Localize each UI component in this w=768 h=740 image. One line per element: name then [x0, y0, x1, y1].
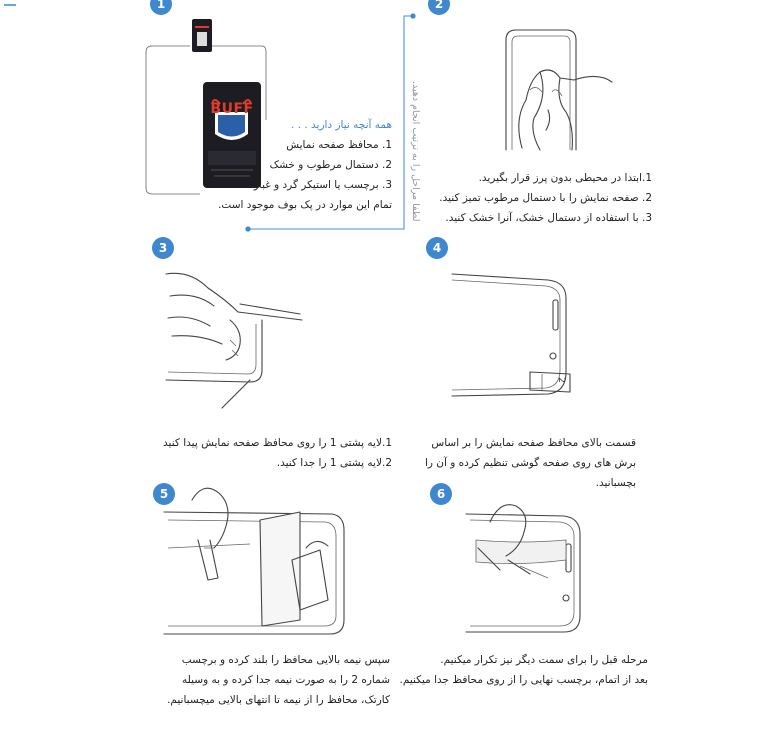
step-6-text [399, 650, 648, 690]
step-5-badge: 5 [153, 483, 175, 505]
buff-logo: BUFF [210, 101, 254, 117]
kit-item: 1. محافظ صفحه نمایش [286, 139, 392, 151]
step-6-badge: 6 [430, 483, 452, 505]
step-5-line: سپس نیمه بالایی محافظ را بلند کرده و برچسب [181, 654, 390, 666]
kit-footer: تمام این موارد در پک بوف موجود است. [218, 199, 392, 211]
step-4-line: برش های روی صفحه گوشی تنظیم کرده و آن را [424, 457, 636, 469]
kit-item: 2. دستمال مرطوب و خشک [269, 159, 392, 171]
step-4-line: بچسبانید. [595, 477, 636, 489]
step-4-tab-number: 2 [555, 377, 566, 383]
step-5-line: شماره 2 را به صورت نیمه جدا کرده و به وسیله [182, 674, 390, 686]
step-6-line: بعد از اتمام، برچسب نهایی را از روی محافظ جدا میکنیم. [399, 674, 648, 686]
step-2-line: 3. با استفاده از دستمال خشک، آنرا خشک کنید. [445, 212, 652, 224]
kit-item: 3. برچسب یا استیکر گرد و غبار [253, 179, 392, 191]
vertical-note: لطفا مراحل را به ترتیب انجام دهید. [410, 81, 421, 222]
step-3-line: 1.لایه پشتی 1 را روی محافظ صفحه نمایش پیدا کنید [163, 437, 392, 449]
step-2-badge: 2 [428, 0, 450, 15]
step-1-badge: 1 [150, 0, 172, 15]
step-4-badge: 4 [426, 237, 448, 259]
step-3-badge: 3 [152, 237, 174, 259]
kit-title: همه آنچه نیاز دارید . . . [291, 119, 392, 131]
step-3-line: 2.لایه پشتی 1 را جدا کنید. [276, 457, 392, 469]
step-4-line: قسمت بالای محافظ صفحه نمایش را بر اساس [431, 437, 636, 449]
step-5-line: کارتک، محافظ را از نیمه تا انتهای بالایی میچسبانیم. [167, 694, 390, 706]
step-6-line: مرحله قبل را برای سمت دیگر نیز تکرار میکنیم. [440, 654, 648, 666]
step-2-line: 2. صفحه نمایش را با دستمال مرطوب تمیز کنید. [439, 192, 652, 204]
step-2-line: 1.ابتدا در محیطی بدون پرز قرار بگیرید. [478, 172, 652, 184]
